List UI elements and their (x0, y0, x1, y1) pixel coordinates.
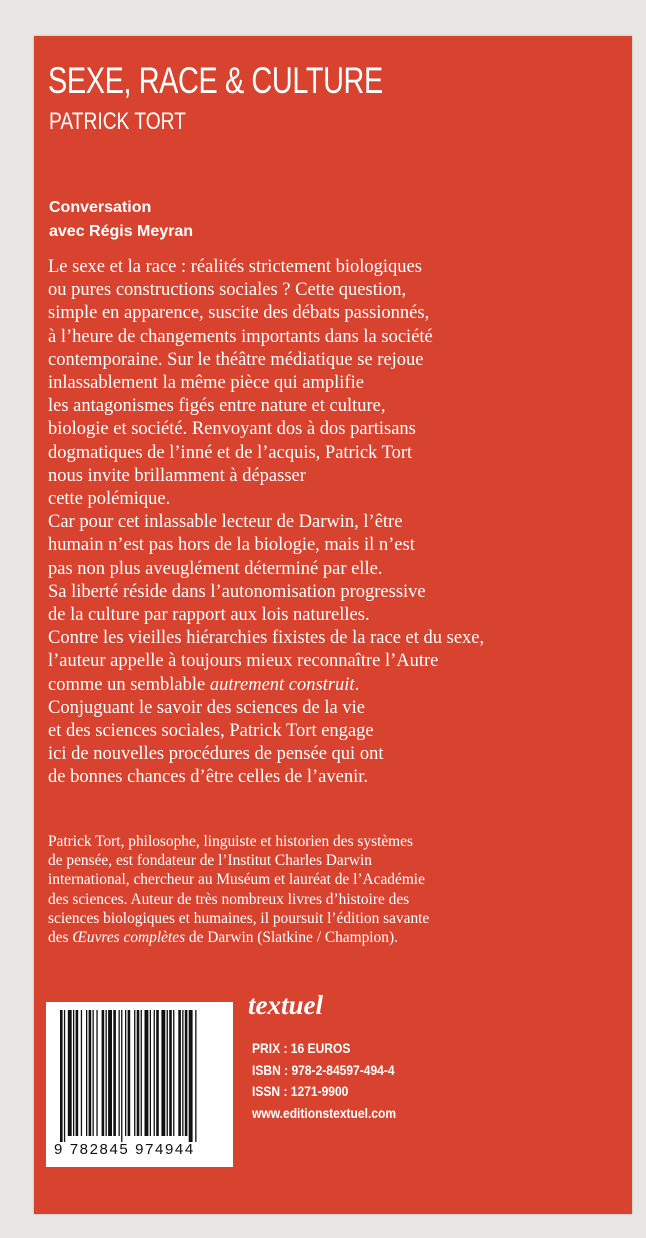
text-segment: cette polémique. (48, 489, 171, 510)
barcode-bar (189, 1010, 193, 1142)
text-segment: biologie et société. Renvoyant dos à dos partisans (48, 419, 416, 440)
bio-line (48, 870, 429, 889)
blurb-line (48, 256, 484, 279)
blurb-line (48, 372, 484, 395)
blurb-line (48, 511, 484, 534)
blurb-line (48, 674, 484, 697)
blurb-line (48, 395, 484, 418)
blurb-line (48, 465, 484, 488)
barcode-bar (108, 1010, 112, 1136)
barcode-bar (173, 1010, 174, 1136)
barcode-bar (134, 1010, 135, 1136)
text-segment: de Darwin (Slatkine / Champion). (185, 929, 398, 947)
blurb-line (48, 720, 484, 743)
text-segment: sciences biologiques et humaines, il poursuit l’édition savante (48, 909, 430, 927)
barcode-bar (81, 1010, 82, 1136)
barcode-bar (68, 1010, 72, 1136)
barcode-bar (137, 1010, 140, 1136)
barcode-bar (182, 1010, 183, 1136)
barcode-bar (156, 1010, 159, 1136)
text-segment: inlassablement la même pièce qui amplifie (48, 373, 364, 394)
blurb-line (48, 766, 484, 789)
blurb-line (48, 349, 484, 372)
price: PRIX : 16 EUROS (252, 1040, 351, 1056)
text-segment: de bonnes chances d’être celles de l’avenir. (48, 767, 369, 788)
blurb-line (48, 743, 484, 766)
blurb-line (48, 418, 484, 441)
barcode-bar (145, 1010, 149, 1136)
barcode-bar (60, 1010, 63, 1142)
barcode-digits: 9 782845 974944 (54, 1141, 195, 1158)
text-segment: Patrick Tort, philosophe, linguiste et historien des systèmes (48, 833, 413, 850)
blurb-line (48, 697, 484, 720)
barcode-bar (89, 1010, 92, 1136)
barcode-bar (128, 1010, 131, 1136)
barcode-bar (64, 1010, 65, 1142)
barcode-bar (93, 1010, 94, 1136)
text-segment: de la culture par rapport aux lois naturelles. (48, 605, 370, 626)
blurb-line (48, 488, 484, 511)
text-segment: contemporaine. Sur le théâtre médiatique se rejoue (48, 349, 424, 370)
barcode-bar (125, 1010, 126, 1136)
barcode-bars (56, 1010, 224, 1144)
barcode-bar (86, 1010, 87, 1136)
text-segment: Car pour cet inlassable lecteur de Darwin, l’être (48, 512, 403, 533)
text-segment: humain n’est pas hors de la biologie, mais il n’est (48, 535, 415, 556)
book-title: SEXE, RACE & CULTURE (48, 60, 383, 101)
text-segment: des sciences. Auteur de très nombreux livres d’histoire des (48, 890, 410, 908)
text-segment: . (354, 674, 360, 695)
blurb-line (48, 534, 484, 557)
blurb-line (48, 581, 484, 604)
barcode-bar (185, 1010, 188, 1136)
text-segment: Conjuguant le savoir des sciences de la vie (48, 697, 365, 718)
blurb-line (48, 279, 484, 302)
text-segment: et des sciences sociales, Patrick Tort engage (48, 721, 374, 742)
blurb-line (48, 302, 484, 325)
barcode (46, 1002, 233, 1167)
barcode-bar (167, 1010, 168, 1136)
bio-line (48, 909, 429, 928)
bio-line (48, 928, 429, 947)
text-segment: ici de nouvelles procédures de pensée qui ont (48, 744, 384, 765)
barcode-bar (76, 1010, 79, 1136)
barcode-bar (102, 1010, 105, 1136)
text-segment: international, chercheur au Muséum et lauréat de l’Académie (48, 871, 425, 889)
text-segment: de pensée, est fondateur de l’Institut Charles Darwin (48, 852, 372, 870)
subtitle-line: avec Régis Meyran (49, 223, 194, 240)
barcode-bar (121, 1010, 122, 1142)
blurb-line (48, 558, 484, 581)
publisher-logo: textuel (248, 990, 323, 1020)
text-segment: à l’heure de changements importants dans la société (48, 326, 433, 347)
barcode-bar (106, 1010, 107, 1136)
text-segment: des (48, 929, 73, 947)
barcode-bar (195, 1010, 196, 1142)
barcode-bar (141, 1010, 142, 1136)
barcode-bar (169, 1010, 172, 1136)
text-segment: Sa liberté réside dans l’autonomisation progressive (48, 581, 426, 602)
subtitle (49, 196, 193, 244)
barcode-bar (73, 1010, 74, 1136)
text-segment: dogmatiques de l’inné et de l’acquis, Patrick Tort (48, 442, 413, 463)
barcode-bar (161, 1010, 165, 1136)
barcode-bar (96, 1010, 97, 1136)
text-segment: ou pures constructions sociales ? Cette question, (48, 280, 407, 301)
text-segment: Contre les vieilles hiérarchies fixistes de la race et du sexe, (48, 628, 485, 649)
issn: ISSN : 1271-9900 (252, 1083, 349, 1099)
text-segment: pas non plus aveuglément déterminé par elle. (48, 558, 383, 579)
blurb-line (48, 650, 484, 673)
blurb-line (48, 442, 484, 465)
author-bio (48, 832, 429, 947)
publication-info (252, 1038, 396, 1124)
subtitle-line: Conversation (49, 199, 152, 216)
text-segment: comme un semblable (48, 674, 210, 695)
text-segment: l’auteur appelle à toujours mieux reconnaître l’Autre (48, 651, 439, 672)
blurb-line (48, 627, 484, 650)
barcode-bar (119, 1010, 120, 1136)
barcode-bar (178, 1010, 181, 1136)
barcode-bar (154, 1010, 155, 1136)
italic-text: Œuvres complètes (72, 929, 186, 947)
text-segment: simple en apparence, suscite des débats passionnés, (48, 303, 430, 324)
barcode-bar (113, 1010, 116, 1136)
blurb-line (48, 326, 484, 349)
bio-line (48, 851, 429, 870)
author-name: PATRICK TORT (49, 108, 186, 135)
isbn: ISBN : 978-2-84597-494-4 (252, 1061, 395, 1078)
website-link[interactable]: www.editionstextuel.com (252, 1104, 397, 1121)
bio-line (48, 832, 429, 851)
blurb-line (48, 604, 484, 627)
text-segment: nous invite brillamment à dépasser (48, 465, 306, 486)
text-segment: les antagonismes figés entre nature et culture, (48, 396, 386, 417)
blurb-text (48, 256, 484, 790)
text-segment: Le sexe et la race : réalités strictement biologiques (48, 257, 422, 277)
italic-text: autrement construit (209, 674, 355, 695)
bio-line (48, 890, 429, 909)
barcode-bar (150, 1010, 151, 1136)
